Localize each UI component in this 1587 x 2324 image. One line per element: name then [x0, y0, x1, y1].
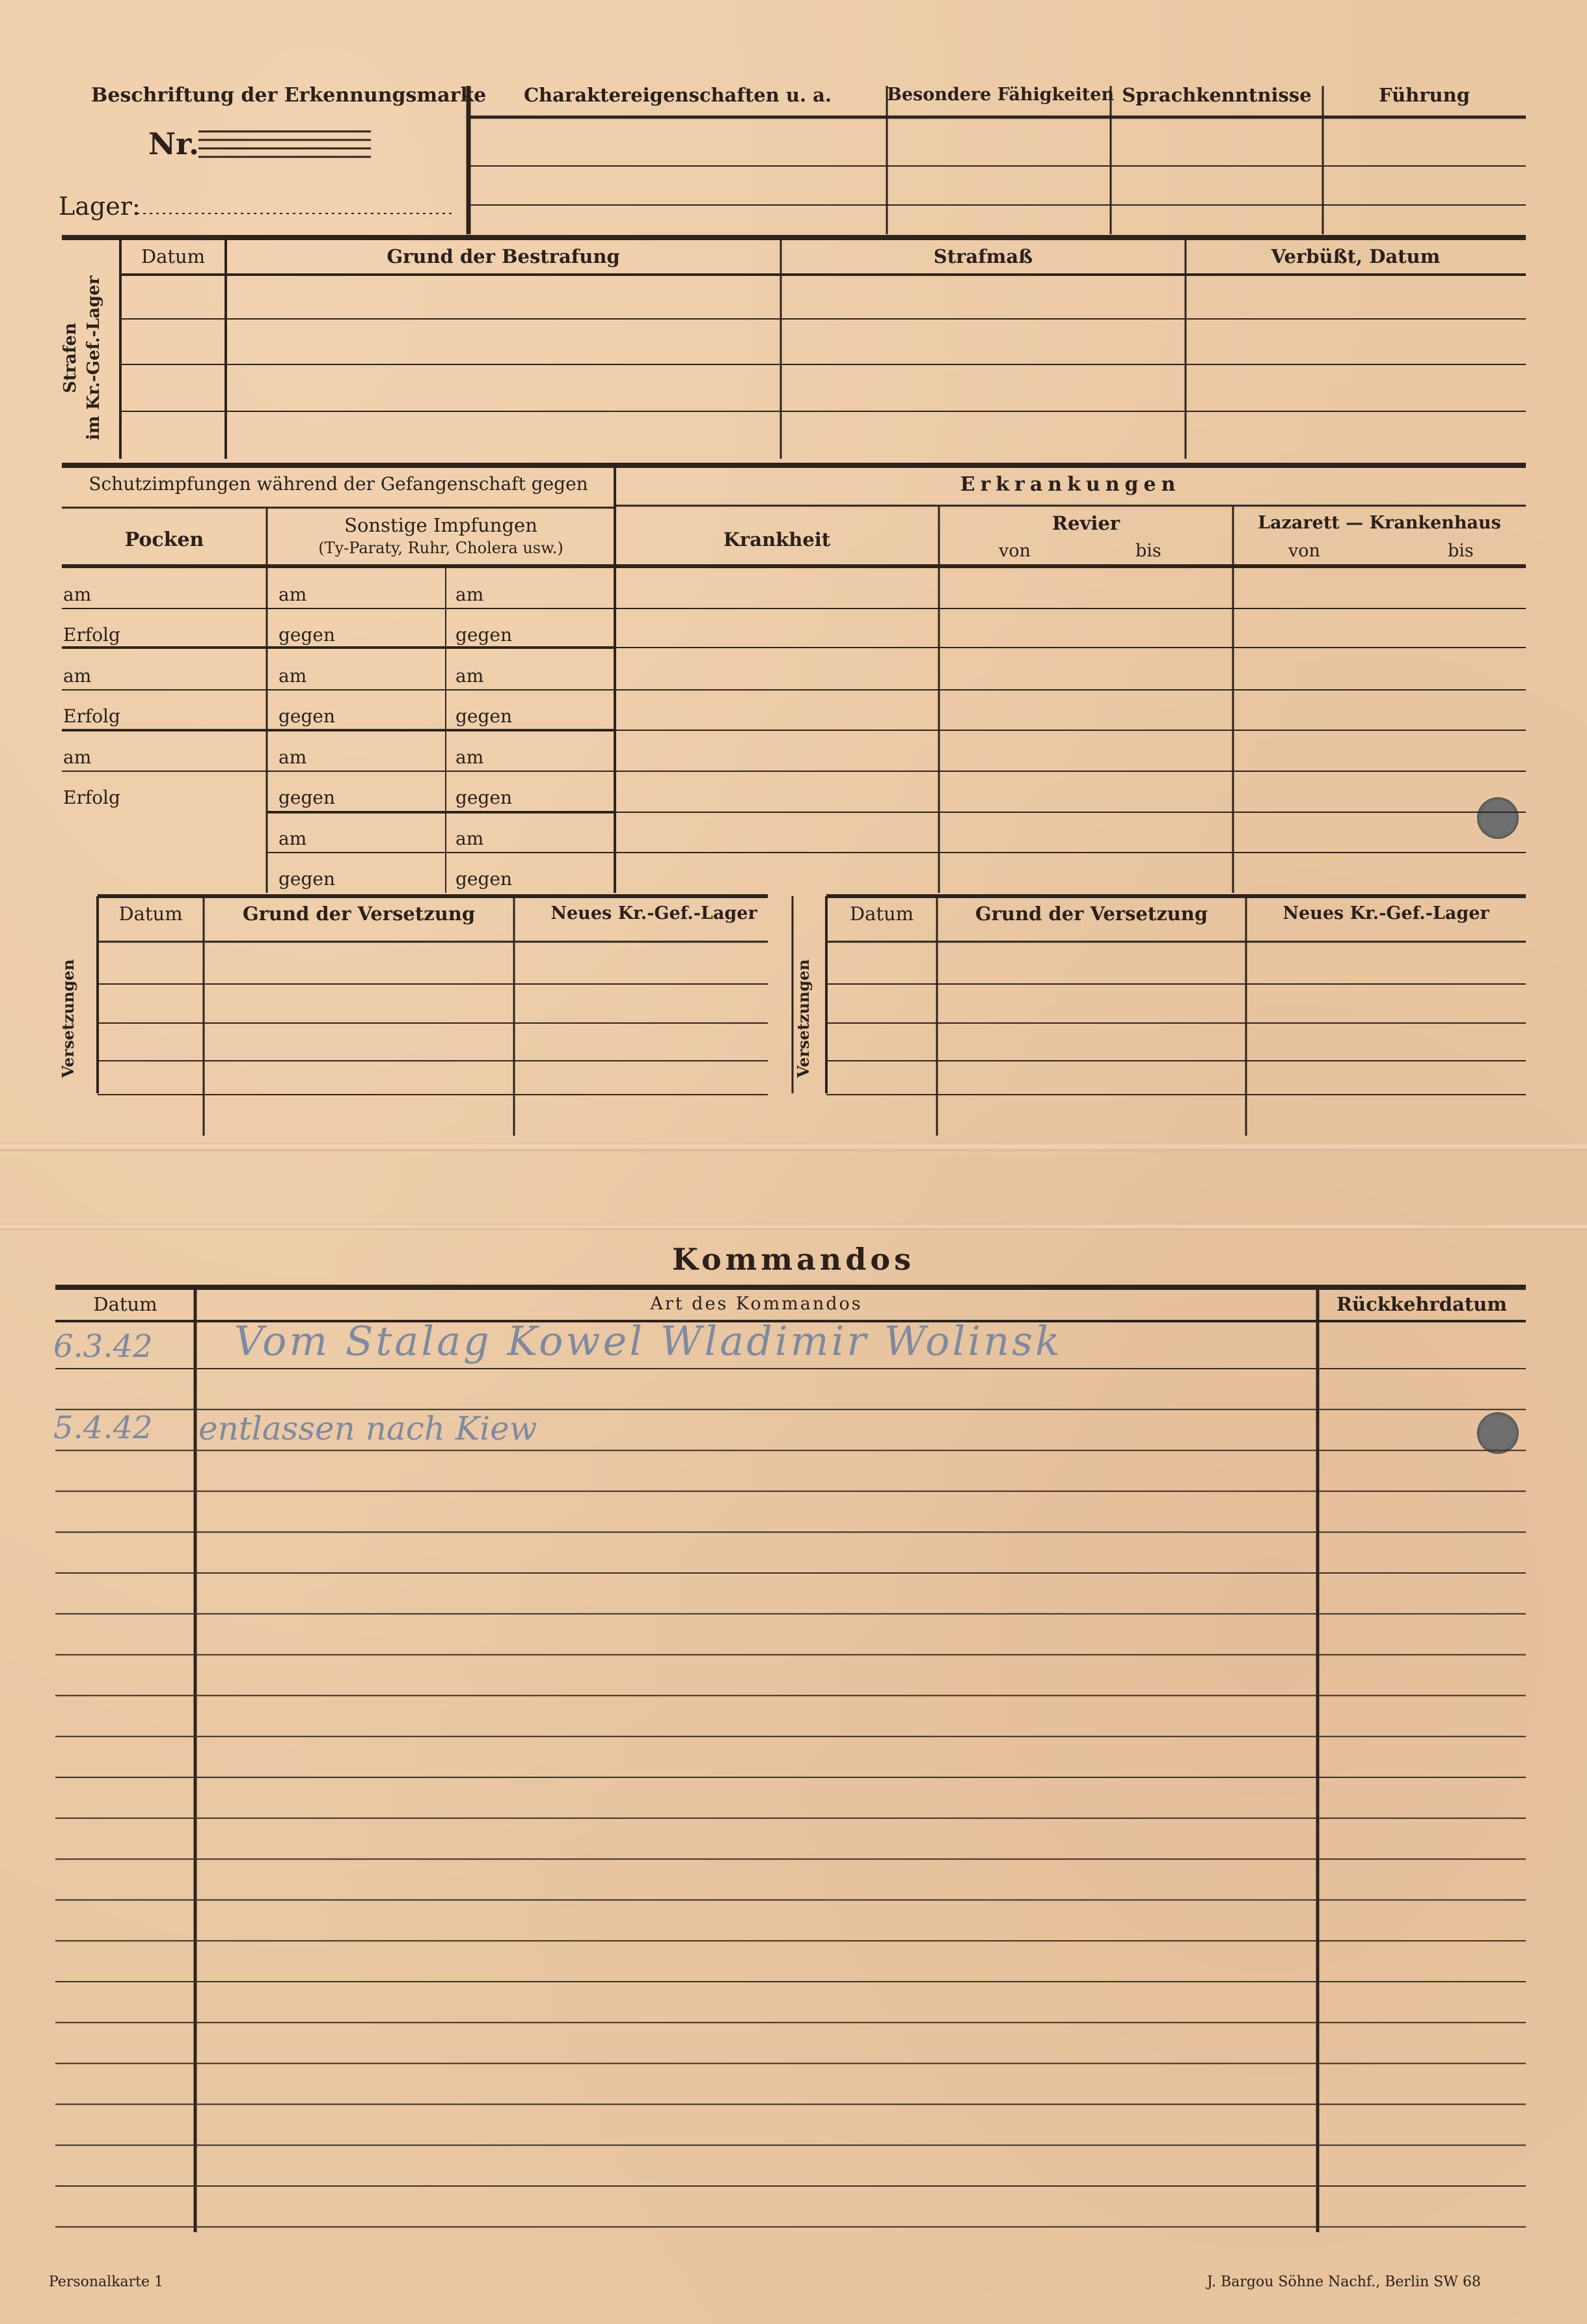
vaccination-row-label-b: gegen — [455, 787, 513, 808]
kommandos-col-date: Datum — [93, 1293, 157, 1315]
transfers-side-label-left: Versetzungen — [59, 959, 77, 1078]
vaccination-row-label-a: gegen — [278, 787, 336, 808]
punishments-col-reason: Grund der Bestrafung — [387, 245, 620, 267]
vaccination-row-label-a: am — [278, 828, 307, 849]
kommando-entry-date: 6.3.42 — [53, 1328, 153, 1365]
transfers-right-col-reason: Grund der Versetzung — [975, 903, 1208, 925]
illnesses-lazarett-von: von — [1288, 541, 1320, 561]
vaccinations-col-other: Sonstige Impfungen — [344, 514, 537, 536]
vaccination-row-label-b: am — [455, 584, 484, 605]
kommandos-col-type: Art des Kommandos — [650, 1294, 863, 1314]
vaccination-row-label-b: am — [455, 746, 484, 768]
illnesses-revier-bis: bis — [1135, 541, 1161, 561]
form-identifier: Personalkarte 1 — [49, 2274, 164, 2290]
illnesses-lazarett-bis: bis — [1448, 541, 1474, 561]
pox-row-label: Erfolg — [63, 624, 120, 646]
vaccination-row-label-a: gegen — [278, 624, 336, 646]
kommandos-title: Kommandos — [672, 1242, 915, 1277]
pox-row-label: am — [63, 746, 92, 768]
col-character: Charaktereigenschaften u. a. — [523, 84, 832, 106]
transfers-right-col-new-camp: Neues Kr.-Gef.-Lager — [1282, 903, 1489, 923]
tag-inscription-title: Beschriftung der Erkennungsmarke — [91, 84, 487, 107]
pox-row-label: Erfolg — [63, 787, 120, 808]
illnesses-col-lazarett: Lazarett — Krankenhaus — [1258, 513, 1501, 533]
punishments-col-measure: Strafmaß — [933, 245, 1033, 267]
vaccinations-col-pox: Pocken — [124, 528, 204, 551]
kommando-entry-date: 5.4.42 — [53, 1410, 153, 1446]
punishments-col-served: Verbüßt, Datum — [1271, 245, 1441, 267]
vaccination-row-label-a: am — [278, 665, 307, 687]
vaccination-row-label-a: gegen — [278, 868, 336, 890]
vaccination-row-label-a: gegen — [278, 705, 336, 727]
illnesses-revier-von: von — [999, 541, 1031, 561]
transfers-left-col-new-camp: Neues Kr.-Gef.-Lager — [550, 903, 757, 923]
punishments-side-label-line2: im Kr.-Gef.-Lager — [84, 275, 103, 441]
illnesses-title: Erkrankungen — [960, 473, 1181, 496]
transfers-right-col-date: Datum — [849, 903, 914, 925]
pox-row-label: am — [63, 584, 92, 605]
col-skills: Besondere Fähigkeiten — [887, 85, 1115, 105]
vaccination-row-label-b: gegen — [455, 705, 513, 727]
transfers-left-col-reason: Grund der Versetzung — [242, 903, 476, 925]
vaccination-row-label-a: am — [278, 746, 307, 768]
vaccinations-title: Schutzimpfungen während der Gefangenschaft gegen — [88, 473, 588, 495]
kommando-entry-text: Vom Stalag Kowel Wladimir Wolinsk — [234, 1317, 1063, 1365]
kommandos-col-return: Rückkehrdatum — [1336, 1293, 1508, 1315]
punishments-side-label — [59, 267, 111, 449]
vaccination-row-label-b: gegen — [455, 868, 513, 890]
illnesses-col-disease: Krankheit — [723, 528, 831, 551]
pox-row-label: am — [63, 665, 92, 687]
vaccination-row-label-b: am — [455, 665, 484, 687]
vaccination-row-label-b: am — [455, 828, 484, 849]
vaccination-row-label-b: gegen — [455, 624, 513, 646]
transfers-side-label-right: Versetzungen — [794, 959, 813, 1078]
lager-label: Lager: — [59, 192, 141, 221]
transfers-left-col-date: Datum — [118, 903, 183, 925]
vaccination-row-label-a: am — [278, 584, 307, 605]
illnesses-col-revier: Revier — [1051, 512, 1120, 534]
pox-row-label: Erfolg — [63, 705, 120, 727]
punishments-col-date: Datum — [141, 245, 206, 267]
printer-imprint: J. Bargou Söhne Nachf., Berlin SW 68 — [1207, 2274, 1481, 2290]
vaccinations-col-other-sub: (Ty-Paraty, Ruhr, Cholera usw.) — [318, 539, 563, 557]
kommando-entry-text: entlassen nach Kiew — [198, 1410, 537, 1447]
col-languages: Sprachkenntnisse — [1122, 84, 1312, 106]
nr-label: Nr. — [148, 126, 200, 161]
punishments-side-label-line1: Strafen — [61, 323, 80, 393]
col-conduct: Führung — [1379, 84, 1470, 106]
